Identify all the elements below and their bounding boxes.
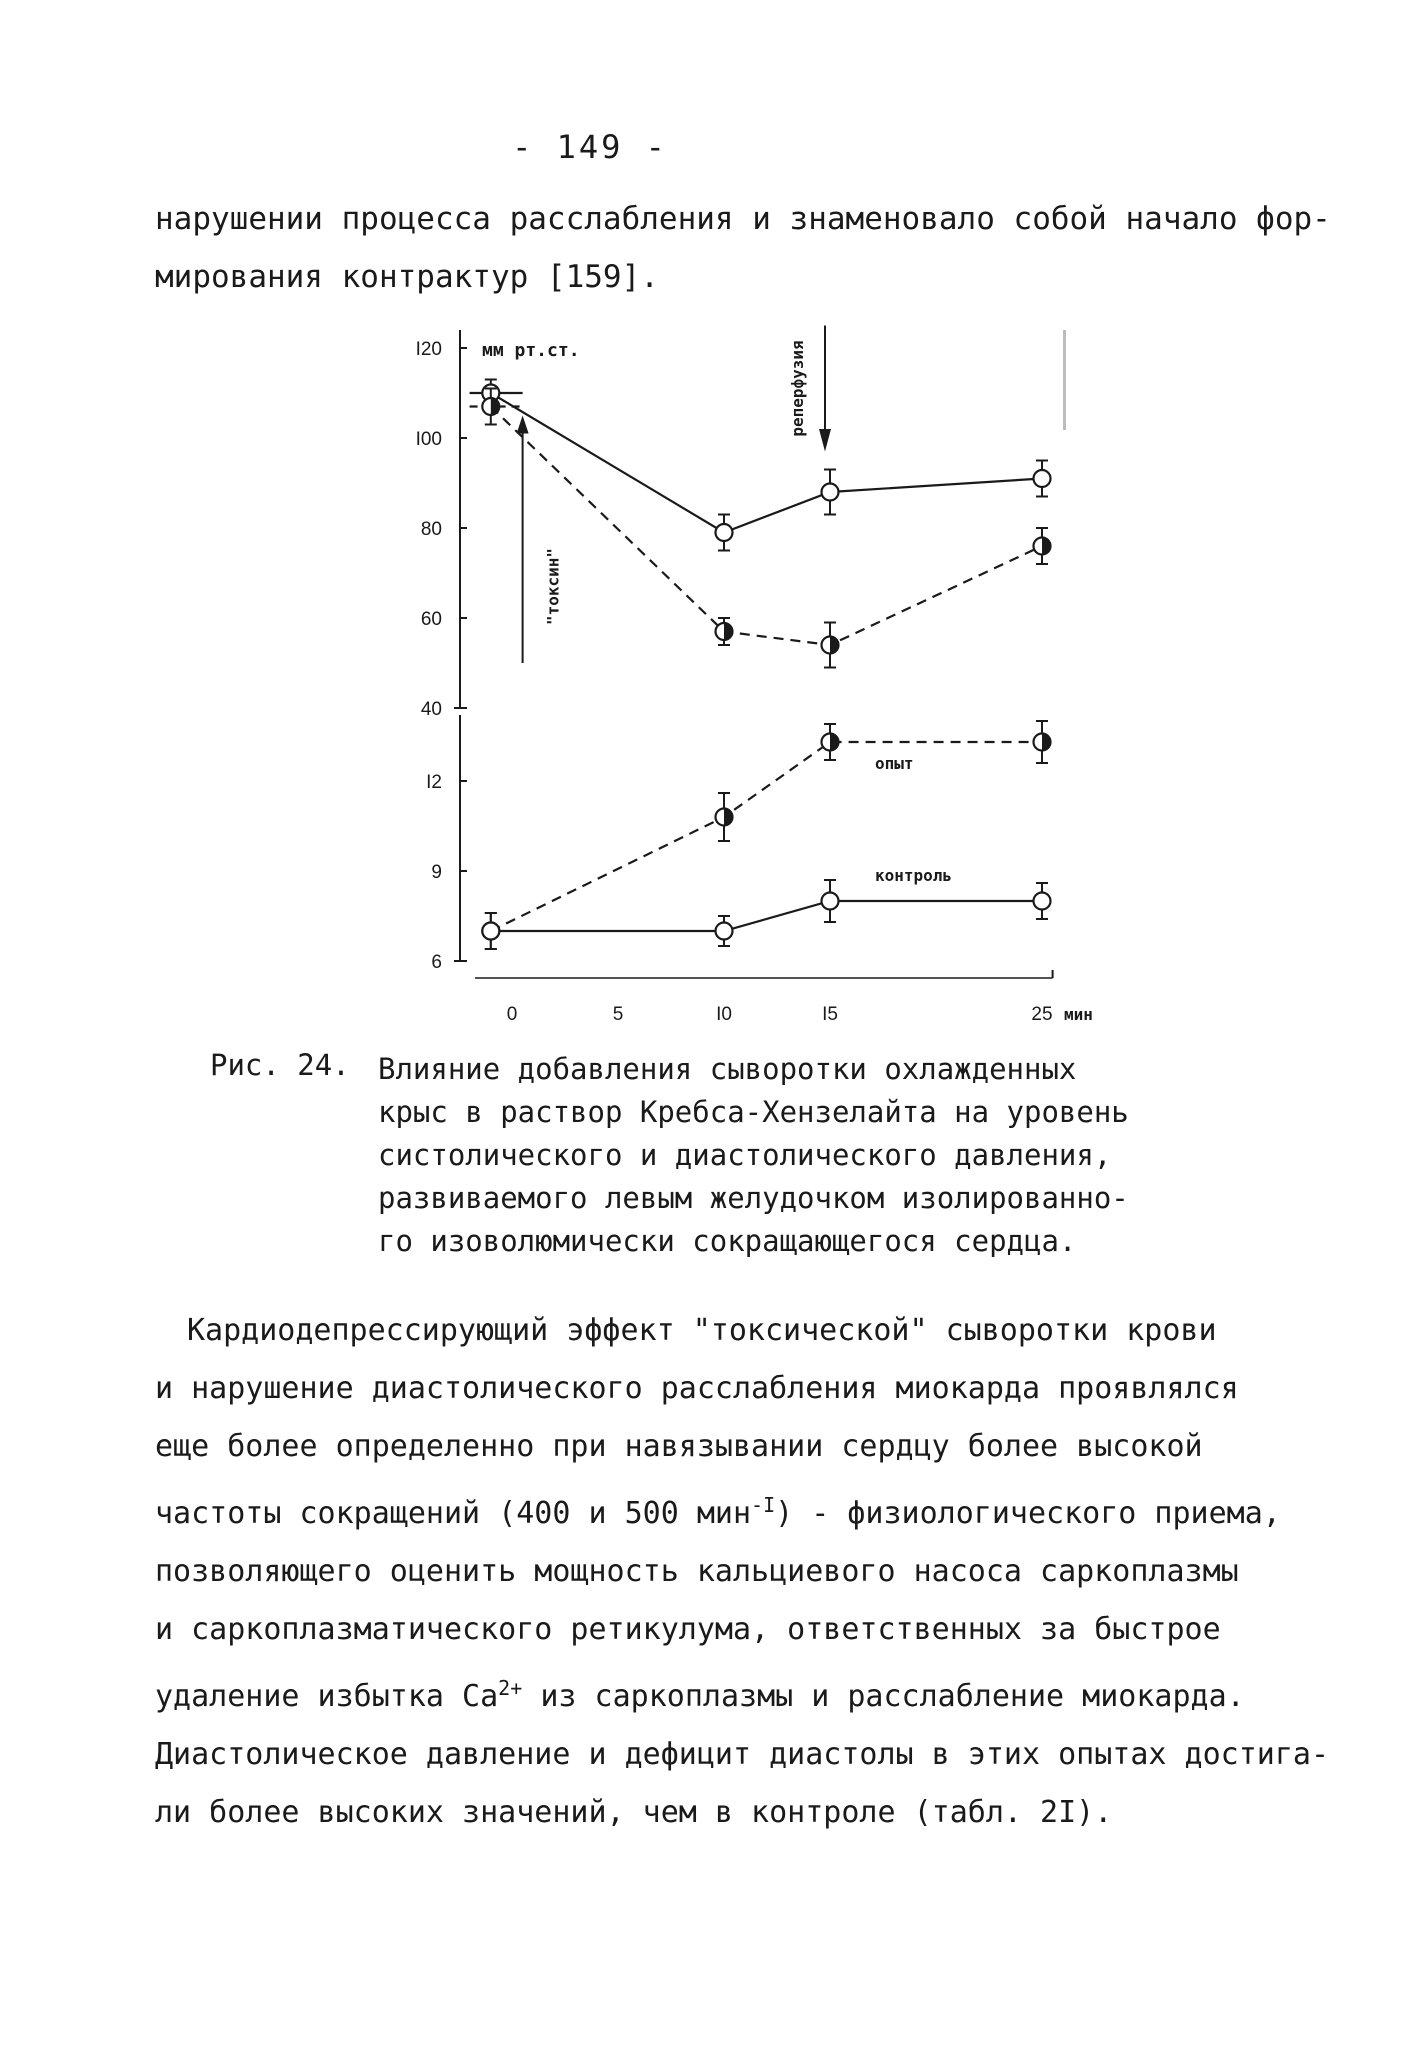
y-tick-label: 60 <box>420 609 442 630</box>
open-marker <box>822 484 839 501</box>
half-filled-marker <box>1034 734 1051 751</box>
half-filled-marker <box>822 734 839 751</box>
body-line: и саркоплазматического ретикулума, ответственных за быстрое <box>155 1612 1221 1647</box>
chart-marks <box>482 380 1050 950</box>
y-axis-unit-label: мм рт.ст. <box>482 340 580 361</box>
open-marker <box>716 524 733 541</box>
marker-ring <box>716 923 733 940</box>
pressure-chart <box>380 300 1093 1040</box>
y-tick-label: 6 <box>431 952 442 973</box>
series-label-opyt: опыт <box>875 754 914 773</box>
x-tick-label: I5 <box>822 1004 838 1025</box>
body-line: позволяющего оценить мощность кальциевого насоса саркоплазмы <box>155 1554 1239 1589</box>
body-line <box>155 1659 1335 1726</box>
reperfusion-annotation: реперфузия <box>788 340 807 437</box>
marker-ring <box>822 893 839 910</box>
marker-ring <box>716 524 733 541</box>
half-filled-marker <box>716 809 733 826</box>
body-text-run: частоты сокращений (400 и 500 мин <box>155 1496 752 1531</box>
marker-ring <box>822 484 839 501</box>
dashed-series-line <box>491 742 1042 931</box>
y-tick-label: 80 <box>420 519 442 540</box>
body-line: и нарушение диастолического расслабления миокарда проявлялся <box>155 1371 1239 1406</box>
half-filled-marker <box>482 398 499 415</box>
y-tick-label: 40 <box>420 699 442 720</box>
y-tick-label: I00 <box>415 429 442 450</box>
intro-paragraph <box>155 190 1331 306</box>
caption-line: систолического и диастолического давления, <box>378 1138 1112 1172</box>
open-marker <box>1034 893 1051 910</box>
body-line <box>155 1476 1335 1543</box>
y-tick-label: 9 <box>431 862 442 883</box>
open-marker <box>1034 470 1051 487</box>
caption-line: Влияние добавления сыворотки охлажденных <box>378 1052 1077 1086</box>
intro-line: нарушении процесса расслабления и знаменовало собой начало фор- <box>155 201 1331 237</box>
marker-ring <box>482 923 499 940</box>
body-text-run: ) - физиологического приема, <box>775 1496 1281 1531</box>
toxin-annotation: "токсин" <box>543 547 563 626</box>
caption-line: го изоволюмически сокращающегося сердца. <box>378 1224 1077 1258</box>
x-tick-label: 0 <box>506 1004 518 1025</box>
solid-series-line <box>491 393 1042 533</box>
open-marker <box>822 893 839 910</box>
open-marker <box>716 923 733 940</box>
y-tick-label: I2 <box>426 772 442 793</box>
x-axis-unit: мин <box>1064 1005 1093 1024</box>
chart-series <box>470 393 1042 931</box>
body-line: Кардиодепрессирующий эффект "токсической" сыворотки крови <box>187 1313 1217 1348</box>
half-filled-marker <box>1034 538 1051 555</box>
caption-line: крыс в раствор Кребса-Хензелайта на уровень <box>378 1095 1129 1129</box>
intro-line: мирования контрактур [159]. <box>155 259 659 295</box>
superscript: 2+ <box>498 1676 523 1700</box>
x-tick-label: I0 <box>716 1004 732 1025</box>
caption-line: развиваемого левым желудочком изолированно- <box>378 1181 1129 1215</box>
x-tick-label: 25 <box>1031 1004 1053 1025</box>
toxin-arrow-head <box>517 416 529 434</box>
chart-axes <box>454 330 1053 978</box>
body-line: ли более высоких значений, чем в контроле (табл. 2I). <box>155 1795 1113 1830</box>
solid-series-line <box>491 901 1042 931</box>
figure-label: Рис. 24. <box>210 1048 350 1082</box>
y-tick-label: I20 <box>415 339 442 360</box>
series-label-kontrol: контроль <box>875 866 953 885</box>
body-text-run: удаление избытка Ca <box>155 1679 499 1714</box>
half-filled-marker <box>822 637 839 654</box>
superscript: -I <box>751 1493 776 1517</box>
body-paragraph <box>155 1302 1335 1842</box>
page-number: - 149 - <box>512 128 668 166</box>
marker-ring <box>1034 893 1051 910</box>
marker-ring <box>1034 470 1051 487</box>
body-line: Диастолическое давление и дефицит диастолы в этих опытах достига- <box>155 1737 1329 1772</box>
reperfusion-arrow-head <box>819 429 831 452</box>
open-marker <box>482 923 499 940</box>
figure-caption <box>378 1048 1198 1263</box>
body-line: еще более определенно при навязывании сердцу более высокой <box>155 1429 1203 1464</box>
half-filled-marker <box>716 623 733 640</box>
body-text-run: из саркоплазмы и расслабление миокарда. <box>522 1679 1245 1714</box>
x-tick-label: 5 <box>612 1004 624 1025</box>
